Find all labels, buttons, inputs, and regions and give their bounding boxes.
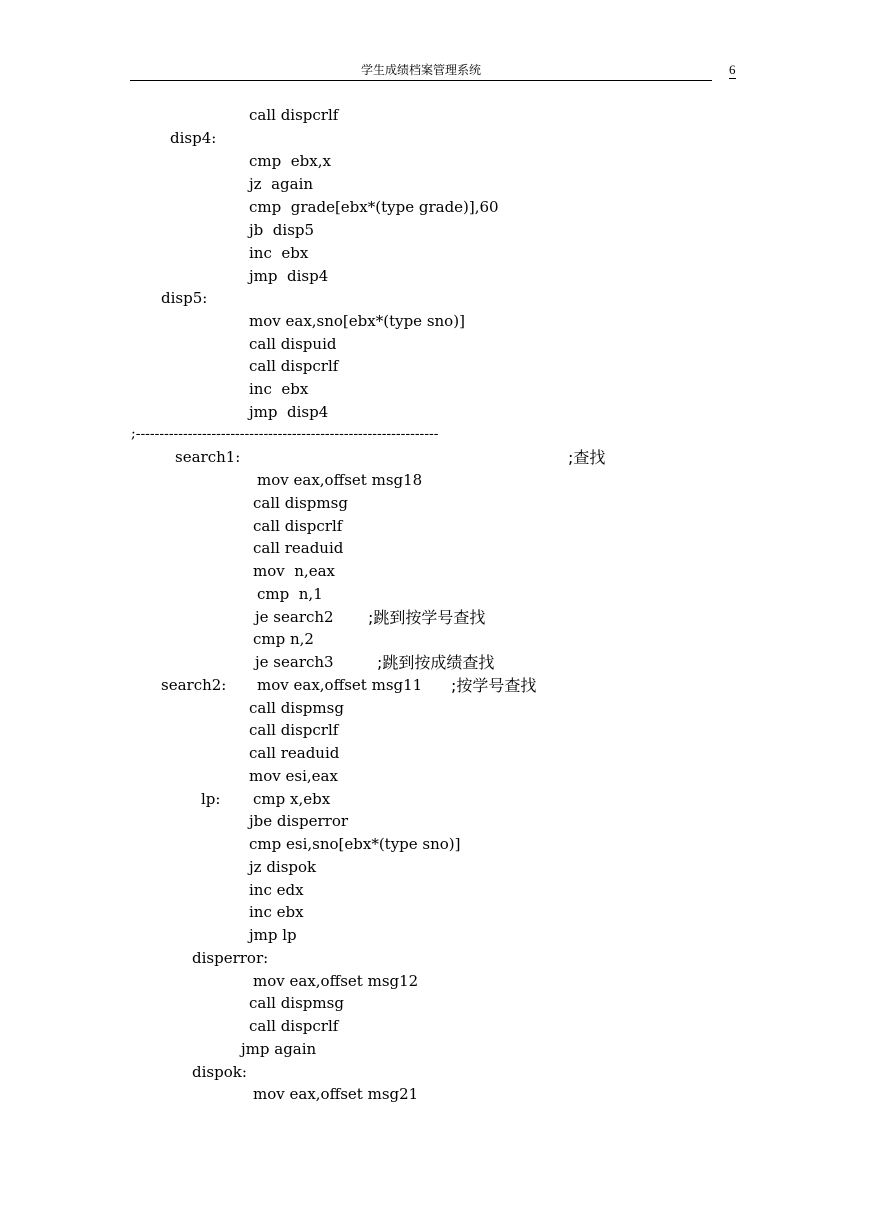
- code-line: call dispmsg: [249, 994, 344, 1012]
- code-line: call dispmsg: [249, 699, 344, 717]
- code-label: disperror:: [192, 949, 269, 967]
- header-rule: [130, 80, 712, 81]
- code-line: jbe disperror: [249, 812, 349, 830]
- code-line: call dispcrlf: [249, 721, 339, 739]
- code-line: inc ebx: [249, 903, 304, 921]
- code-line: jz dispok: [249, 858, 317, 876]
- code-comment: ;跳到按成绩查找: [377, 653, 495, 672]
- code-line: call dispcrlf: [249, 106, 339, 124]
- code-line: cmp ebx,x: [249, 152, 331, 170]
- code-label: search1:: [175, 448, 241, 466]
- code-line: call readuid: [249, 744, 340, 762]
- code-line: mov eax,offset msg12: [253, 972, 419, 990]
- code-line: inc edx: [249, 881, 304, 899]
- separator-comment: ;----------------------------------------------------------------: [131, 426, 439, 442]
- code-line: mov eax,sno[ebx*(type sno)]: [249, 312, 465, 330]
- code-line: call dispcrlf: [249, 1017, 339, 1035]
- code-comment: ;按学号查找: [451, 676, 537, 695]
- code-label: search2:: [161, 676, 227, 694]
- code-line: mov esi,eax: [249, 767, 338, 785]
- running-header-title: 学生成绩档案管理系统: [360, 63, 481, 77]
- code-line: je search3: [255, 653, 334, 671]
- code-line: call dispcrlf: [253, 517, 343, 535]
- code-comment: ;查找: [568, 448, 606, 467]
- code-line: call readuid: [253, 539, 344, 557]
- code-line: jmp again: [241, 1040, 317, 1058]
- code-label: disp4:: [170, 129, 217, 147]
- code-line: inc ebx: [249, 380, 309, 398]
- page-number: 6: [729, 62, 736, 77]
- code-line: cmp n,1: [257, 585, 323, 603]
- code-line: cmp esi,sno[ebx*(type sno)]: [249, 835, 461, 853]
- code-line: cmp grade[ebx*(type grade)],60: [249, 198, 499, 216]
- code-line: mov eax,offset msg11: [257, 676, 423, 694]
- code-line: mov n,eax: [253, 562, 335, 580]
- code-line: jz again: [249, 175, 314, 193]
- code-line: call dispmsg: [253, 494, 348, 512]
- code-line: inc ebx: [249, 244, 309, 262]
- code-comment: ;跳到按学号查找: [368, 608, 486, 627]
- code-label: disp5:: [161, 289, 208, 307]
- code-line: call dispcrlf: [249, 357, 339, 375]
- code-label: lp:: [201, 790, 221, 808]
- code-line: je search2: [255, 608, 334, 626]
- code-line: jmp disp4: [249, 403, 329, 421]
- code-line: jb disp5: [249, 221, 315, 239]
- code-label: dispok:: [192, 1063, 247, 1081]
- code-line: jmp disp4: [249, 267, 329, 285]
- code-line: mov eax,offset msg21: [253, 1085, 419, 1103]
- code-line: jmp lp: [249, 926, 297, 944]
- code-line: cmp x,ebx: [253, 790, 331, 808]
- code-line: call dispuid: [249, 335, 337, 353]
- code-line: mov eax,offset msg18: [257, 471, 423, 489]
- code-line: cmp n,2: [253, 630, 314, 648]
